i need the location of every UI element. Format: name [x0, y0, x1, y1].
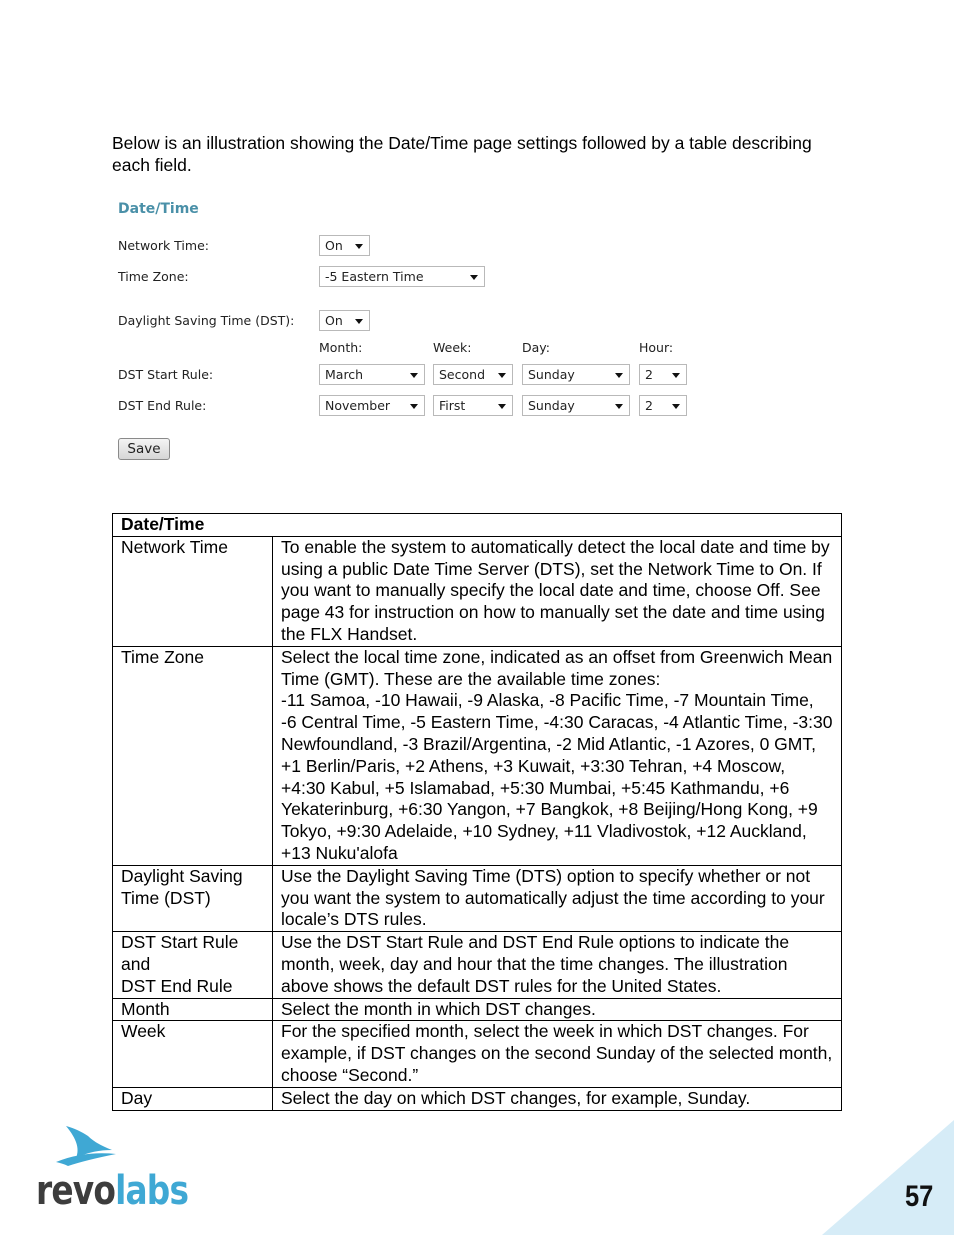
chevron-down-icon: [498, 404, 506, 409]
field-name: Month: [113, 998, 273, 1021]
start-month-value: March: [325, 367, 364, 382]
hour-column-label: Hour:: [639, 340, 674, 355]
start-hour-select[interactable]: [639, 364, 687, 385]
field-description: Select the month in which DST changes.: [273, 998, 842, 1021]
field-name: Daylight Saving Time (DST): [113, 865, 273, 931]
field-name: Week: [113, 1021, 273, 1087]
day-column-label: Day:: [522, 340, 550, 355]
field-description: To enable the system to automatically detect the local date and time by using a public Date Time Server (DTS), set the Network Time to On. If you want to manually specify the local date and time, choose Off. See page 43 for instruction on how to manually set the date and time using the FLX Handset.: [273, 536, 842, 646]
revolabs-logo: [36, 1168, 188, 1214]
network-time-select[interactable]: [319, 235, 370, 256]
field-name-line: DST Start Rule: [121, 932, 239, 953]
page-corner-triangle: [822, 1120, 954, 1235]
start-week-value: Second: [439, 367, 486, 382]
chevron-down-icon: [470, 275, 478, 280]
time-zone-label: Time Zone:: [118, 269, 189, 284]
end-day-select[interactable]: [522, 395, 630, 416]
network-time-value: On: [325, 238, 343, 253]
dst-select[interactable]: [319, 310, 370, 331]
field-description: Select the day on which DST changes, for example, Sunday.: [273, 1087, 842, 1110]
field-name: [113, 932, 273, 998]
chevron-down-icon: [672, 404, 680, 409]
week-column-label: Week:: [433, 340, 472, 355]
time-zone-value: -5 Eastern Time: [325, 269, 424, 284]
time-zone-select[interactable]: [319, 266, 485, 287]
end-week-select[interactable]: [433, 395, 513, 416]
start-day-select[interactable]: [522, 364, 630, 385]
date-time-illustration: [0, 0, 954, 480]
dst-value: On: [325, 313, 343, 328]
time-zone-description: Select the local time zone, indicated as an offset from Greenwich Mean Time (GMT). These are the available time zones:: [281, 646, 833, 689]
start-hour-value: 2: [645, 367, 653, 382]
table-row: [113, 998, 842, 1021]
end-hour-value: 2: [645, 398, 653, 413]
table-row: [113, 536, 842, 646]
field-description: Use the DST Start Rule and DST End Rule options to indicate the month, week, day and hour that the time changes. The illustration above shows the default DST rules for the United States.: [273, 932, 842, 998]
end-month-select[interactable]: [319, 395, 425, 416]
table-row: [113, 865, 842, 931]
ui-page-title: Date/Time: [118, 201, 199, 217]
field-description: [273, 646, 842, 865]
dst-end-rule-label: DST End Rule:: [118, 398, 207, 413]
end-day-value: Sunday: [528, 398, 575, 413]
chevron-down-icon: [355, 244, 363, 249]
end-hour-select[interactable]: [639, 395, 687, 416]
field-description: For the specified month, select the week in which DST changes. For example, if DST changes on the second Sunday of the selected month, choose “Second.”: [273, 1021, 842, 1087]
network-time-label: Network Time:: [118, 238, 209, 253]
month-column-label: Month:: [319, 340, 363, 355]
chevron-down-icon: [355, 319, 363, 324]
table-row: [113, 1087, 842, 1110]
field-name-line: and: [121, 953, 151, 974]
logo-text-labs: labs: [115, 1168, 189, 1214]
field-description: Use the Daylight Saving Time (DTS) option to specify whether or not you want the system to automatically adjust the time according to your locale’s DTS rules.: [273, 865, 842, 931]
logo-text-revo: revo: [36, 1168, 116, 1214]
chevron-down-icon: [498, 373, 506, 378]
chevron-down-icon: [410, 373, 418, 378]
chevron-down-icon: [615, 373, 623, 378]
start-week-select[interactable]: [433, 364, 513, 385]
table-row: [113, 646, 842, 865]
page-number: 57: [905, 1180, 934, 1213]
table-header-row: [113, 514, 842, 537]
field-description-table: [112, 513, 842, 1111]
start-month-select[interactable]: [319, 364, 425, 385]
end-week-value: First: [439, 398, 466, 413]
dst-label: Daylight Saving Time (DST):: [118, 313, 295, 328]
chevron-down-icon: [615, 404, 623, 409]
chevron-down-icon: [410, 404, 418, 409]
dst-start-rule-label: DST Start Rule:: [118, 367, 214, 382]
field-name: Day: [113, 1087, 273, 1110]
field-name: Network Time: [113, 536, 273, 646]
field-name-line: DST End Rule: [121, 975, 233, 996]
chevron-down-icon: [672, 373, 680, 378]
end-month-value: November: [325, 398, 391, 413]
table-header: Date/Time: [113, 514, 842, 537]
start-day-value: Sunday: [528, 367, 575, 382]
time-zone-list: -11 Samoa, -10 Hawaii, -9 Alaska, -8 Pacific Time, -7 Mountain Time, -6 Central Time, -5 Eastern Time, -4:30 Caracas, -4 Atlantic Time, -3:30 Newfoundland, -3 Brazil/Argentina, -2 Mid Atlantic, -1 Azores, 0 GMT, +1 Berlin/Paris, +2 Athens, +3 Kuwait, +3:30 Tehran, +4 Moscow, +4:30 Kabul, +5 Islamabad, +5:30 Mumbai, +5:45 Kathmandu, +6 Yekaterinburg, +6:30 Yangon, +7 Bangkok, +8 Beijing/Hong Kong, +9 Tokyo, +9:30 Adelaide, +10 Sydney, +11 Vladivostok, +12 Auckland, +13 Nuku'alofa: [281, 690, 833, 863]
table-row: [113, 1021, 842, 1087]
save-button[interactable]: Save: [118, 438, 170, 460]
intro-paragraph: Below is an illustration showing the Date/Time page settings followed by a table describing each field.: [112, 133, 812, 175]
table-row: [113, 932, 842, 998]
field-name: Time Zone: [113, 646, 273, 865]
